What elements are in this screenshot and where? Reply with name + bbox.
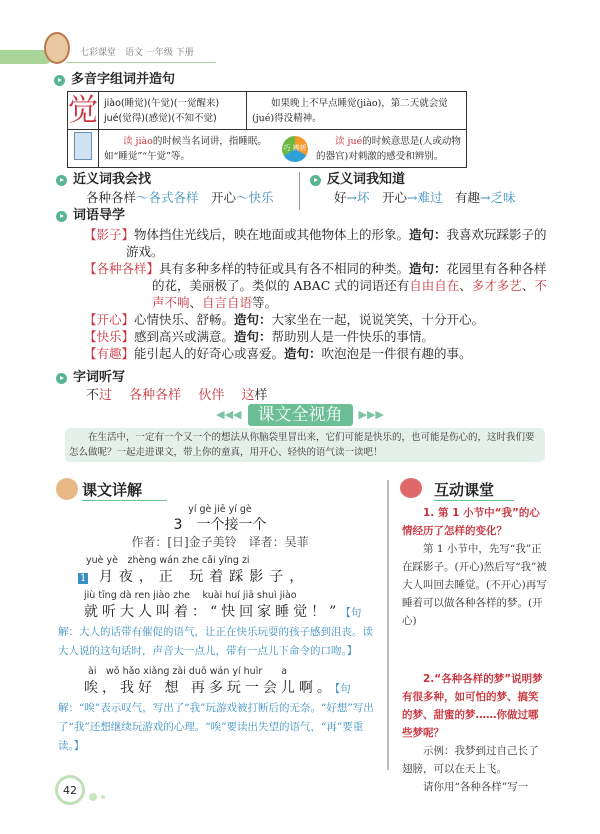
example-sentence: 如果晚上不早点睡觉(jiào)，第二天就会觉(jué)得没精神。 [247, 92, 467, 130]
vocab-entry: 【影子】物体挡住光线后，映在地面或其他物体上的形象。造句：我喜欢玩踩影子的游戏。 [84, 227, 547, 259]
intro-box: 在生活中，一定有一个又一个的想法从你脑袋里冒出来，它们可能是快乐的，也可能是伤心的，这时我们要怎么做呢？一起走进课文，带上你的童真，用开心、轻快的语气读一读吧！ [65, 428, 545, 462]
distinguish-badge-icon: 巧 辨 析 [282, 136, 308, 162]
polyphone-table [67, 91, 467, 168]
mascot-icon [44, 32, 70, 64]
lesson-body: yuè yè zhèng wán zhe cǎi yǐng zi 1 月夜，正 玩着踩影子， jiù tīng dà ren jiào zhe kuài huí jiā shuì jiào 就听大人叫着：“快回家睡觉！”【句解：大人的话带有催促的语气，让正在快乐玩耍的孩子感到沮丧。读大人说的这句话时，声音大一点儿，带有一点儿下命令的口吻。】 ài wǒ hǎo xiǎng zài duō wán yí huìr a 唉，我好 想 再多玩一会儿啊。【句解：“唉”表示叹气，写出了“我”玩游戏被打断后的无奈。“好想”写出了“我”还想继续玩游戏的心理。“唉”要读出失望的语气，“再”要重读。】 [58, 555, 374, 752]
polyphone-char: 觉 [68, 93, 98, 128]
section-polyphone [54, 72, 175, 88]
reading-2: jué(觉得)(感觉)(不知不觉) [104, 112, 217, 124]
tip-jue: 读 jué的时候意思是(人或动物的器官)对刺激的感受和辨别。 [316, 135, 461, 162]
vocab-entry: 【开心】心情快乐、舒畅。造句：大家坐在一起，说说笑笑，十分开心。 [84, 312, 485, 327]
vocab-entry: 【快乐】感到高兴或满意。造句：帮助别人是一件快乐的事情。 [84, 329, 435, 344]
page-number: 42 [55, 775, 85, 805]
section-title: 多音字组词并造句 [71, 72, 176, 87]
apple-mascot-icon [56, 478, 78, 500]
lesson-heading: 课文详解 [82, 480, 167, 501]
arrows-left-icon: ◀◀◀ [216, 408, 242, 421]
section-antonyms: 反义词我知道 [310, 172, 405, 188]
vocab-entry: 【有趣】能引起人的好奇心或喜爱。造句：吹泡泡是一件很有趣的事。 [84, 346, 472, 361]
antonym-list: 好→坏 开心→难过 有趣→乏味 [334, 190, 516, 205]
interact-body: 1. 第 1 小节中“我”的心情经历了怎样的变化？ 第 1 小节中，先写“我”正在踩影子。(开心)然后写“我”被大人叫回去睡觉。(不开心)再写睡着可以做各种各样的梦。(开心) 2.“各种各样的梦”说明梦有很多种，如可怕的梦、搞笑的梦、甜蜜的梦……你做过哪些梦呢？ 示例：我梦到过自己长了翅膀，可以在天上飞。 请你用“各种各样”写一 [402, 507, 547, 793]
reading-1: jiào(睡觉)(午觉)(一觉醒来) [104, 97, 220, 109]
decor-dot [101, 795, 105, 799]
tip-jiao: 读 jiào的时候当名词讲，指睡眠。如“睡觉”“午觉”等。 [104, 135, 267, 162]
interact-heading: 互动课堂 [434, 480, 514, 501]
synonym-list: 各种各样～各式各样 开心～快乐 [86, 190, 274, 205]
vocab-entries [84, 226, 554, 362]
strawberry-mascot-icon [400, 478, 422, 498]
arrows-right-icon: ▶▶▶ [358, 408, 384, 421]
header-text: 七彩课堂 语文 一年级 下册 [80, 48, 194, 58]
decor-dot [89, 793, 97, 801]
dictation-words: 不过 各种各样 伙伴 这样 [86, 388, 268, 403]
section-banner [0, 404, 600, 426]
banner-title: 课文全视角 [248, 404, 353, 426]
column-divider [387, 480, 389, 770]
book-character-icon [74, 132, 92, 160]
divider [299, 172, 300, 210]
play-bullet-icon [54, 75, 65, 86]
section-synonyms: 近义词我会找 [56, 172, 151, 188]
lesson-title: yí gè jiē yí gè 3 一个接一个 作者：[日]金子美铃 译者：吴菲 [131, 504, 309, 549]
header-line [66, 62, 216, 63]
section-dictation: 字词听写 [56, 370, 125, 386]
section-vocab: 词语导学 [56, 208, 125, 224]
vocab-entry: 【各种各样】具有多种多样的特征或具有各不相同的种类。造句：花园里有各种各样的花，美丽极了。类似的 ABAC 式的词语还有自由自在、多才多艺、不声不响、自言自语等。 [84, 261, 547, 310]
